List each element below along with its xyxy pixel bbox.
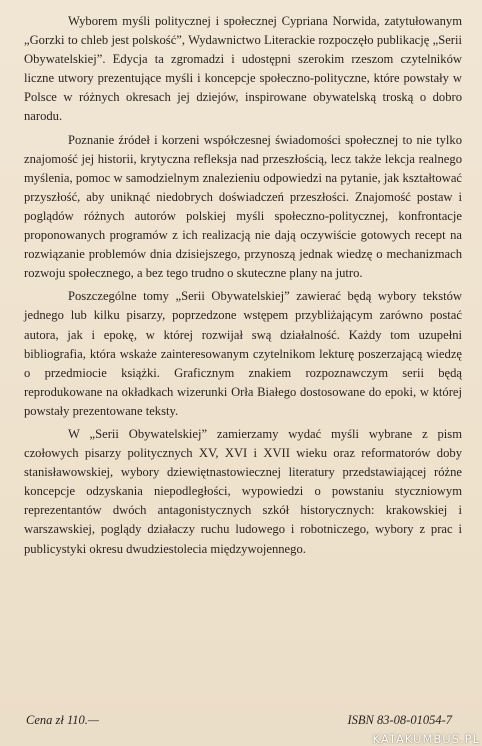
watermark: KATAKUMBUS.PL [372,732,480,746]
cover-text [24,12,462,563]
paragraph-4: W „Serii Obywatelskiej” zamierzamy wydać myśli wybrane z pism czołowych pisarzy politycznych XV, XVI i XVII wieku oraz reformatorów doby stanisławowskiej, wybory dziewiętnastowiecznej literatury przedstawiającej różne koncepcje odzyskania niepodległości, wypowiedzi o powstaniu styczniowym reprezentantów dwóch antagonistycznych szkół historycznych: krakowskiej i warszawskiej, poglądy działaczy ruchu ludowego i robotniczego, wybory z prac i publicystyki okresu dwudziestolecia międzywojennego. [24,426,462,556]
footer [26,713,452,728]
price-label: Cena zł 110.— [26,713,100,727]
paragraph-1: Wyborem myśli politycznej i społecznej Cypriana Norwida, zatytułowanym „Gorzki to chleb jest polskość”, Wydawnictwo Literackie rozpoczęło publikację „Serii Obywatelskiej”. Edycja ta zgromadzi i udostępni szerokim rzeszom czytelników liczne utwory prezentujące myśli i koncepcje społeczno-polityczne, które powstały w Polsce w różnych okresach jej dziejów, inspirowane obywatelską troską o dobro narodu. [24,14,462,124]
paragraph-2: Poznanie źródeł i korzeni współczesnej świadomości społecznej to nie tylko znajomość jej historii, krytyczna refleksja nad przeszłością, lecz także lekcja realnego myślenia, pomoc w samodzielnym znalezieniu odpowiedzi na pytanie, jak kształtować przyszłość, aby uniknąć niedobrych doświadczeń przeszłości. Znajomość postaw i poglądów różnych autorów polskiej myśli społeczno-politycznej, konfrontacje proponowanych programów z ich realizacją nie dają oczywiście gotowych recept na rozwiązanie problemów dnia dzisiejszego, przynoszą jednak wiedzę o mechanizmach rozwoju społecznego, a bez tego trudno o skuteczne plany na jutro. [24,132,462,281]
paragraph-3: Poszczególne tomy „Serii Obywatelskiej” zawierać będą wybory tekstów jednego lub kilku pisarzy, poprzedzone wstępem przybliżającym zarówno postać autora, jak i epokę, w której rozwijał swą działalność. Każdy tom uzupełni bibliografia, która wskaże zainteresowanym czytelnikom lekturę poszerzającą wiedzę o przedmiocie książki. Graficznym znakiem rozpoznawczym serii będą reprodukowane na okładkach wizerunki Orła Białego dostosowane do epoki, w której powstały prezentowane teksty. [24,289,462,418]
isbn-label: ISBN 83-08-01054-7 [347,713,452,727]
